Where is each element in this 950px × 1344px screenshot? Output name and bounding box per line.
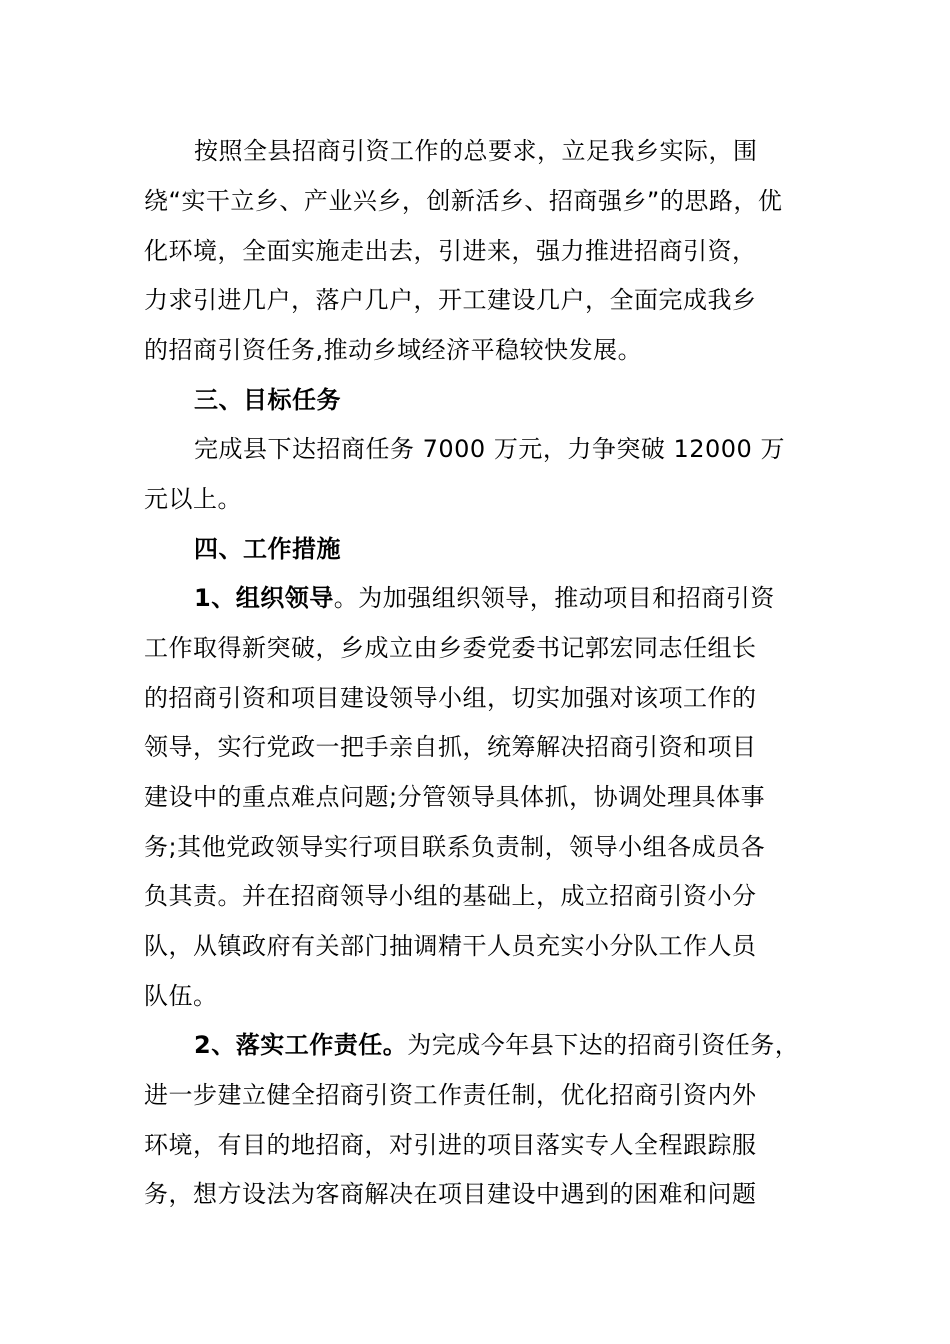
- paragraph-line: 的招商引资任务,推动乡域经济平稳较快发展。: [144, 336, 643, 364]
- paragraph-line: 队，从镇政府有关部门抽调精干人员充实小分队工作人员: [144, 932, 757, 960]
- paragraph-line: 务，想方设法为客商解决在项目建设中遇到的困难和问题: [144, 1180, 757, 1208]
- paragraph-line: 环境，有目的地招商，对引进的项目落实专人全程跟踪服: [144, 1131, 757, 1159]
- paragraph-text: 。为加强组织领导，推动项目和招商引资: [333, 584, 775, 612]
- paragraph-line: 队伍。: [144, 982, 218, 1010]
- paragraph-line: 进一步建立健全招商引资工作责任制，优化招商引资内外: [144, 1081, 757, 1109]
- paragraph-line: [0, 573, 950, 623]
- paragraph-line: 绕“实干立乡、产业兴乡，创新活乡、招商强乡”的思路，优: [144, 187, 783, 215]
- section-heading: 四、工作措施: [194, 535, 341, 563]
- paragraph-line: 工作取得新突破，乡成立由乡委党委书记郭宏同志任组长: [144, 634, 757, 662]
- paragraph-lead: 1、组织领导: [194, 584, 334, 612]
- paragraph-line: 领导，实行党政一把手亲自抓，统筹解决招商引资和项目: [144, 733, 757, 761]
- paragraph-lead: 2、落实工作责任。: [194, 1031, 408, 1059]
- paragraph-line: 按照全县招商引资工作的总要求，立足我乡实际，围: [194, 137, 758, 165]
- paragraph-line: 的招商引资和项目建设领导小组，切实加强对该项工作的: [144, 684, 757, 712]
- paragraph-line: 建设中的重点难点问题;分管领导具体抓，协调处理具体事: [144, 783, 766, 811]
- section-heading: 三、目标任务: [194, 386, 341, 414]
- paragraph-line: [0, 1020, 950, 1070]
- paragraph-text: 为完成今年县下达的招商引资任务，: [407, 1031, 800, 1059]
- paragraph-line: 负其责。并在招商领导小组的基础上，成立招商引资小分: [144, 882, 757, 910]
- paragraph-line: 完成县下达招商任务 7000 万元，力争突破 12000 万: [194, 435, 785, 463]
- paragraph-line: 元以上。: [144, 485, 242, 513]
- paragraph-line: 务;其他党政领导实行项目联系负责制，领导小组各成员各: [144, 833, 766, 861]
- paragraph-line: 力求引进几户，落户几户，开工建设几户，全面完成我乡: [144, 286, 757, 314]
- paragraph-line: 化环境，全面实施走出去，引进来，强力推进招商引资，: [144, 237, 757, 265]
